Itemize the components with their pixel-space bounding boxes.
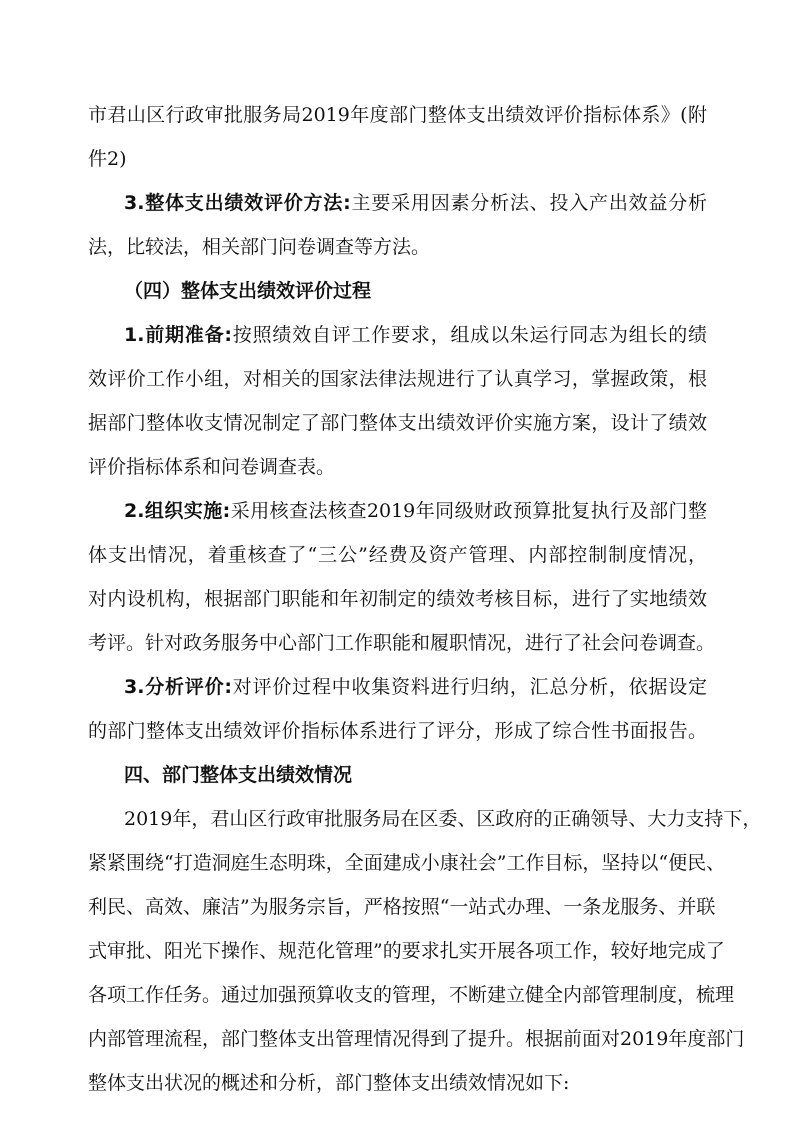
paragraph-line: 效评价工作小组，对相关的国家法律法规进行了认真学习，掌握政策，根 xyxy=(88,368,707,390)
paragraph-line: 法，比较法，相关部门问卷调查等方法。 xyxy=(88,236,431,258)
item-label: 1.前期准备: xyxy=(124,324,232,346)
paragraph-line: 件2) xyxy=(88,148,127,170)
paragraph-line: 的部门整体支出绩效评价指标体系进行了评分，形成了综合性书面报告。 xyxy=(88,720,707,742)
item-label: 3.整体支出绩效评价方法: xyxy=(124,192,351,214)
paragraph-line xyxy=(124,190,707,216)
paragraph-line: 内部管理流程，部门整体支出管理情况得到了提升。根据前面对2019年度部门 xyxy=(88,1028,745,1050)
item-text: 主要采用因素分析法、投入产出效益分析 xyxy=(350,192,707,214)
paragraph-line: 式审批、阳光下操作、规范化管理”的要求扎实开展各项工作，较好地完成了 xyxy=(88,940,725,962)
paragraph-line: 利民、高效、廉洁”为服务宗旨，严格按照“一站式办理、一条龙服务、并联 xyxy=(88,896,716,918)
paragraph-line xyxy=(124,498,707,524)
item-text: 采用核查法核查2019年同级财政预算批复执行及部门整 xyxy=(230,500,707,522)
item-text: 对评价过程中收集资料进行归纳，汇总分析，依据设定 xyxy=(232,676,707,698)
paragraph-line: 各项工作任务。通过加强预算收支的管理，不断建立健全内部管理制度，梳理 xyxy=(88,984,735,1006)
paragraph-line: 对内设机构，根据部门职能和年初制定的绩效考核目标，进行了实地绩效 xyxy=(88,588,707,610)
section-heading: 四、部门整体支出绩效情况 xyxy=(124,764,353,786)
item-text: 按照绩效自评工作要求，组成以朱运行同志为组长的绩 xyxy=(232,324,707,346)
paragraph-line: 据部门整体收支情况制定了部门整体支出绩效评价实施方案，设计了绩效 xyxy=(88,412,707,434)
paragraph-line xyxy=(124,674,707,700)
paragraph-line: 体支出情况，着重核查了“三公”经费及资产管理、内部控制制度情况， xyxy=(88,544,707,566)
paragraph-line: 紧紧围绕“打造洞庭生态明珠，全面建成小康社会”工作目标，坚持以“便民、 xyxy=(88,852,726,874)
paragraph-line: 评价指标体系和问卷调查表。 xyxy=(88,456,336,478)
paragraph-line: 考评。针对政务服务中心部门工作职能和履职情况，进行了社会问卷调查。 xyxy=(88,632,716,654)
item-label: 3.分析评价: xyxy=(124,676,232,698)
paragraph-line: 市君山区行政审批服务局2019年度部门整体支出绩效评价指标体系》(附 xyxy=(88,104,707,126)
paragraph-line: 整体支出状况的概述和分析，部门整体支出绩效情况如下: xyxy=(88,1072,570,1094)
item-label: 2.组织实施: xyxy=(124,500,231,522)
paragraph-line xyxy=(124,322,707,348)
paragraph-line: 2019年，君山区行政审批服务局在区委、区政府的正确领导、大力支持下， xyxy=(124,808,762,830)
subsection-heading: （四）整体支出绩效评价过程 xyxy=(124,280,372,302)
